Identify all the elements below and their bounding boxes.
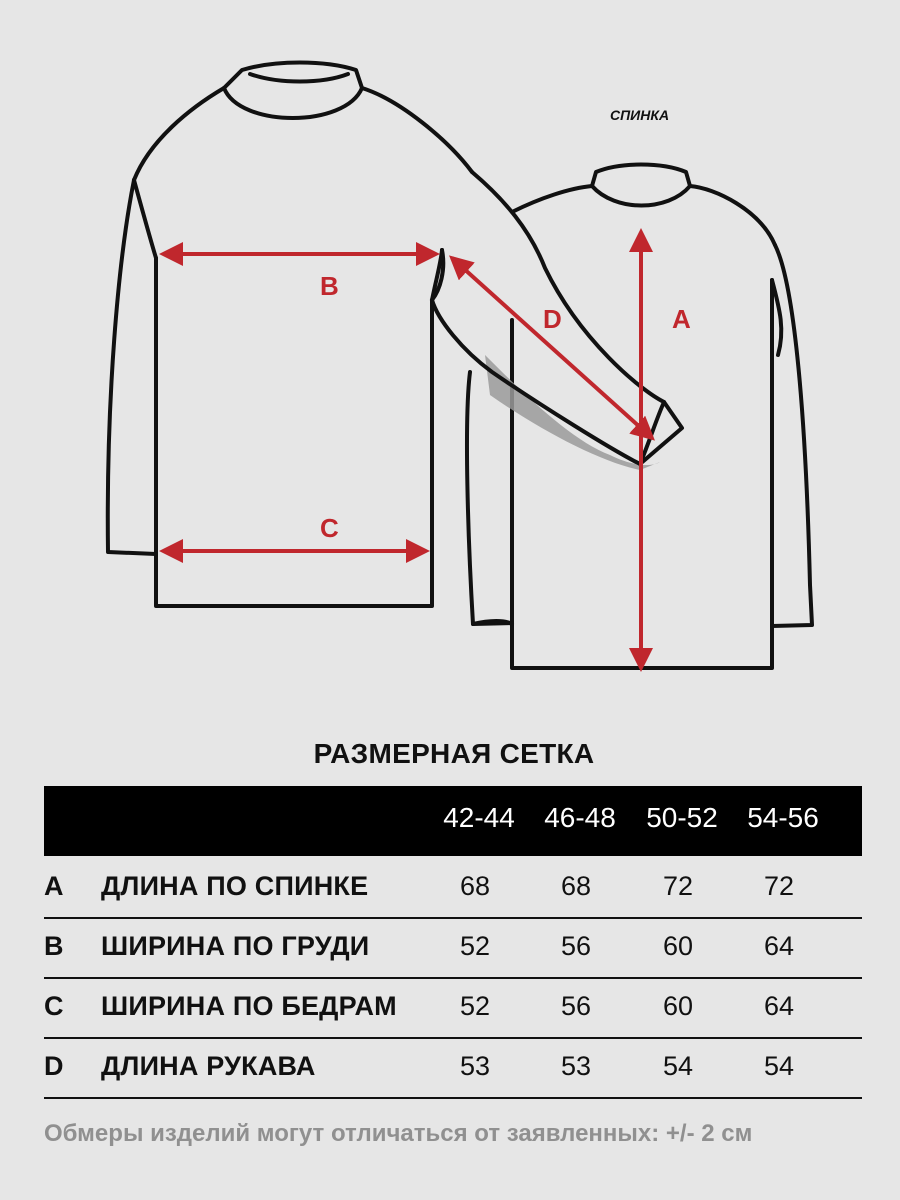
label-a: A <box>672 304 691 334</box>
row-value: 72 <box>662 871 694 901</box>
measurement-c <box>163 513 426 551</box>
row-value: 54 <box>763 1051 795 1081</box>
row-name: ШИРИНА ПО ГРУДИ <box>101 931 370 961</box>
row-value: 56 <box>560 931 592 961</box>
table-row <box>44 977 862 1039</box>
row-letter: B <box>44 931 64 961</box>
row-value: 52 <box>459 931 491 961</box>
size-column-header: 54-56 <box>747 802 819 833</box>
row-value: 72 <box>763 871 795 901</box>
label-b: B <box>320 271 339 301</box>
row-name: ШИРИНА ПО БЕДРАМ <box>101 991 397 1021</box>
size-table-header <box>44 786 862 856</box>
row-value: 52 <box>459 991 491 1021</box>
label-c: C <box>320 513 339 543</box>
size-column-header: 42-44 <box>443 802 515 833</box>
table-row <box>44 1037 862 1099</box>
row-name: ДЛИНА ПО СПИНКЕ <box>101 871 369 901</box>
row-letter: A <box>44 871 64 901</box>
row-letter: D <box>44 1051 64 1081</box>
table-row <box>44 857 862 919</box>
row-value: 60 <box>662 931 694 961</box>
measurement-b <box>163 254 436 301</box>
row-value: 68 <box>459 871 491 901</box>
row-value: 64 <box>763 991 795 1021</box>
row-name: ДЛИНА РУКАВА <box>101 1051 316 1081</box>
row-letter: C <box>44 991 64 1021</box>
measurement-a <box>641 232 691 668</box>
row-value: 53 <box>459 1051 491 1081</box>
size-column-header: 46-48 <box>544 802 616 833</box>
row-value: 56 <box>560 991 592 1021</box>
back-view-label: СПИНКА <box>610 107 670 123</box>
row-value: 53 <box>560 1051 592 1081</box>
size-column-header: 50-52 <box>646 802 718 833</box>
measurement-disclaimer: Обмеры изделий могут отличаться от заявленных: +/- 2 см <box>44 1120 753 1147</box>
row-value: 64 <box>763 931 795 961</box>
row-value: 54 <box>662 1051 694 1081</box>
size-chart-title: РАЗМЕРНАЯ СЕТКА <box>313 738 595 769</box>
front-view-garment <box>108 63 472 607</box>
row-value: 60 <box>662 991 694 1021</box>
table-row <box>44 917 862 979</box>
row-value: 68 <box>560 871 592 901</box>
label-d: D <box>543 304 562 334</box>
